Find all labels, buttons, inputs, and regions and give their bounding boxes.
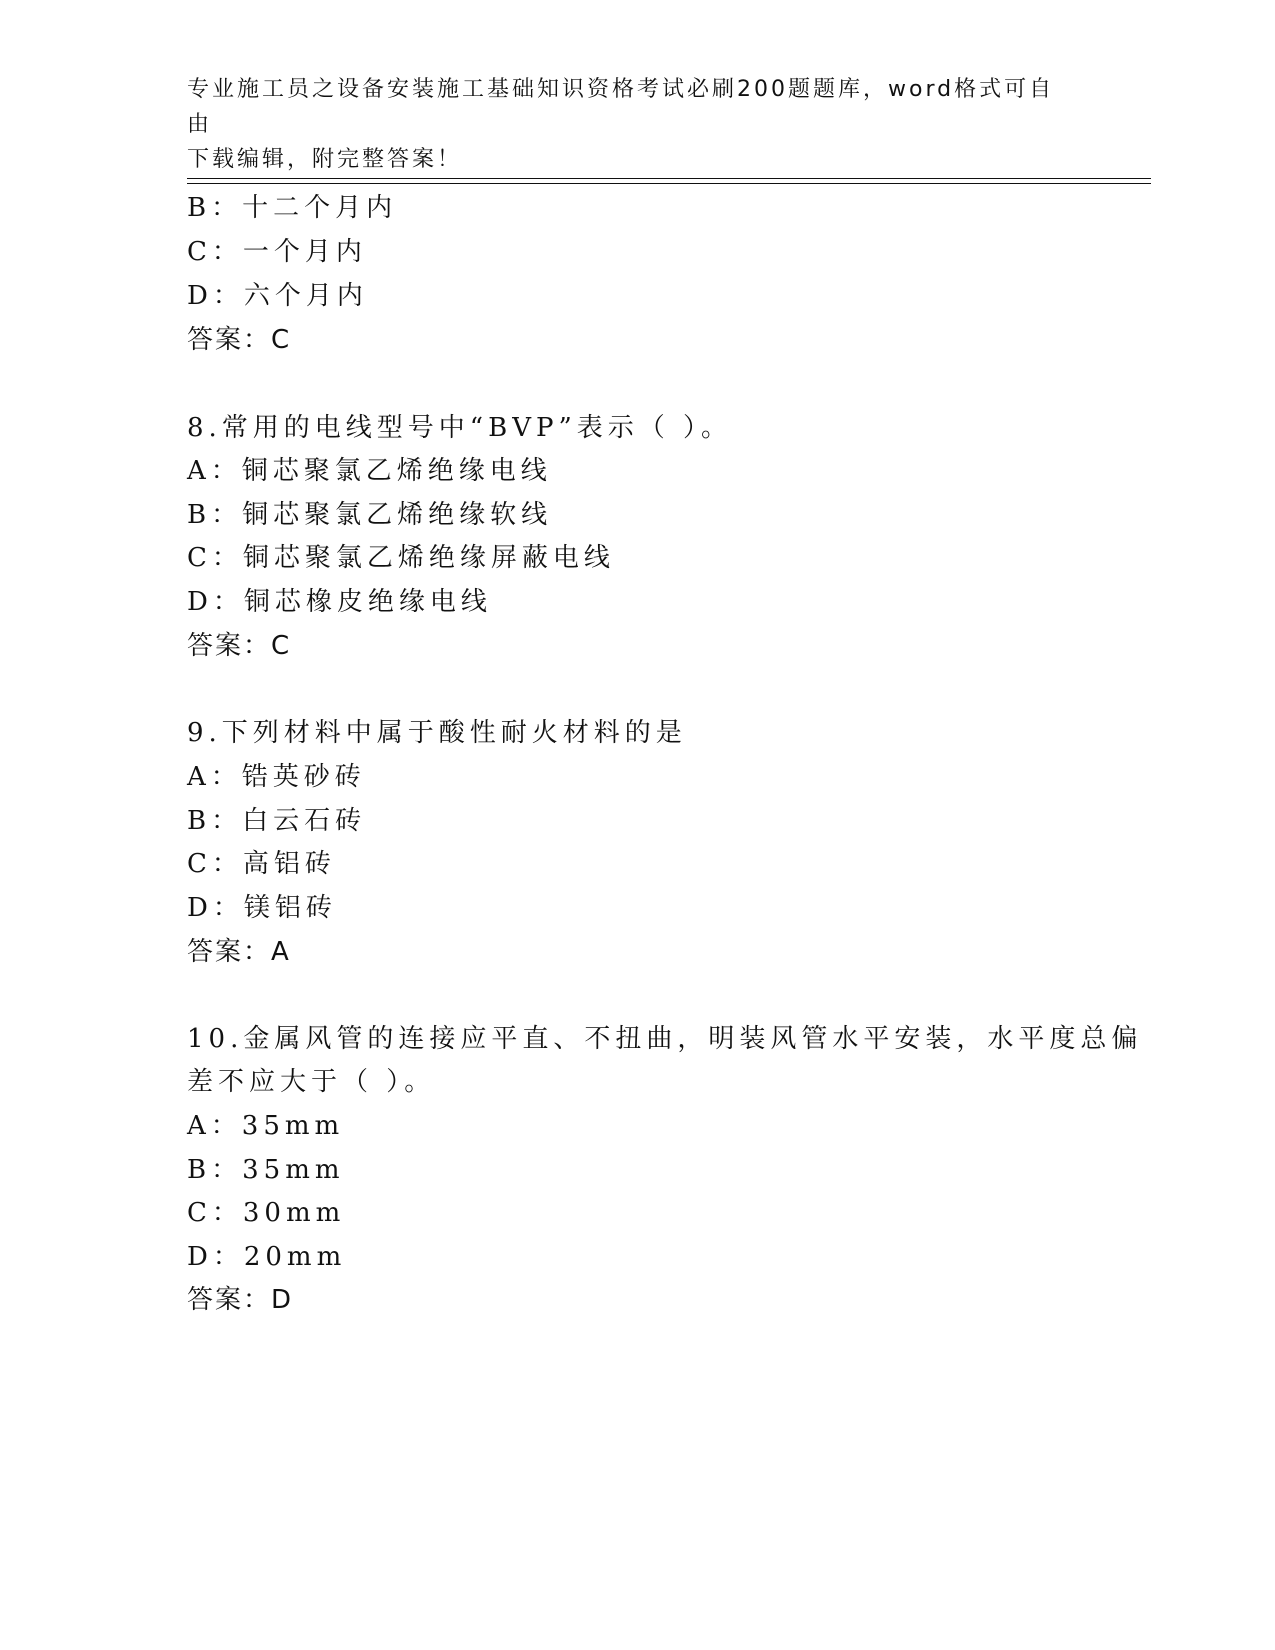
q9-option-a: A：锆英砂砖 bbox=[187, 762, 366, 792]
q10-option-a: A：35mm bbox=[187, 1111, 345, 1141]
q7-answer: 答案：C bbox=[187, 325, 292, 355]
q10-answer: 答案：D bbox=[187, 1285, 294, 1315]
q9-stem: 9.下列材料中属于酸性耐火材料的是 bbox=[187, 718, 687, 748]
q9-option-d: D：镁铝砖 bbox=[187, 893, 337, 923]
q10-option-b: B：35mm bbox=[187, 1155, 345, 1185]
q8-option-a: A：铜芯聚氯乙烯绝缘电线 bbox=[187, 456, 552, 486]
q7-option-d: D：六个月内 bbox=[187, 281, 368, 311]
q10-option-d: D：20mm bbox=[187, 1242, 347, 1272]
q9-option-b: B：白云石砖 bbox=[187, 806, 367, 836]
q8-option-d: D：铜芯橡皮绝缘电线 bbox=[187, 587, 492, 617]
document-header bbox=[187, 72, 1067, 177]
q10-stem-line-1: 10.金属风管的连接应平直、不扭曲，明装风管水平安装，水平度总偏 bbox=[187, 1024, 1143, 1054]
q8-option-b: B：铜芯聚氯乙烯绝缘软线 bbox=[187, 500, 553, 530]
q7-option-c: C：一个月内 bbox=[187, 237, 367, 267]
header-title-line-2: 下载编辑，附完整答案！ bbox=[187, 147, 463, 172]
q8-stem: 8.常用的电线型号中“BVP”表示（ ）。 bbox=[187, 413, 733, 443]
q10-option-c: C：30mm bbox=[187, 1198, 346, 1228]
q8-option-c: C：铜芯聚氯乙烯绝缘屏蔽电线 bbox=[187, 543, 615, 573]
header-title-line-1: 专业施工员之设备安装施工基础知识资格考试必刷200题题库，word格式可自由 bbox=[187, 77, 1055, 137]
header-divider-bottom bbox=[187, 183, 1151, 184]
q8-answer: 答案：C bbox=[187, 631, 292, 661]
q10-stem-line-2: 差不应大于（ ）。 bbox=[187, 1067, 436, 1097]
q9-option-c: C：高铝砖 bbox=[187, 849, 336, 879]
header-divider-top bbox=[187, 178, 1151, 179]
q9-answer: 答案：A bbox=[187, 937, 291, 967]
q7-option-b: B：十二个月内 bbox=[187, 193, 398, 223]
